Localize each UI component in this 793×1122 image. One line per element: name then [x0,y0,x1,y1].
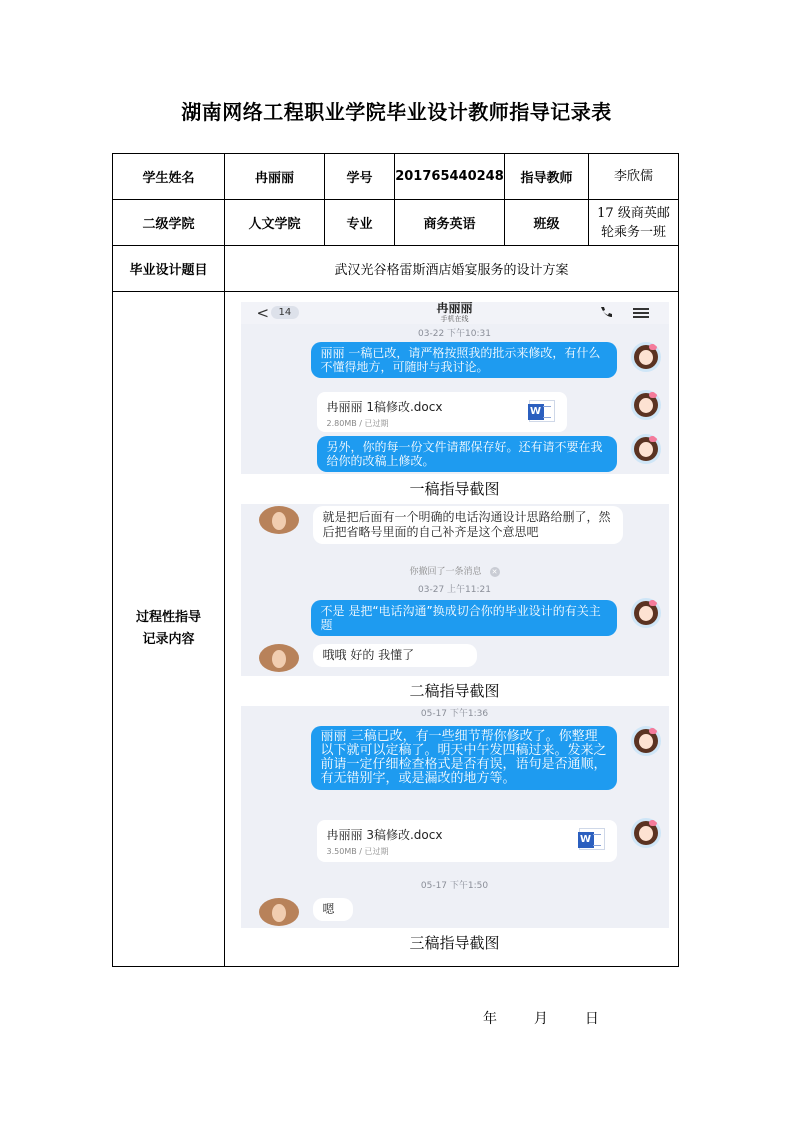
chat-header [241,302,669,324]
screenshot-caption: 二稿指导截图 [409,682,500,700]
avatar-teacher-icon [259,898,299,926]
screenshot-draft-1 [241,302,669,474]
date-line [483,1008,599,1028]
day-label: 日 [584,1011,599,1027]
chat-timestamp: 05-17 下午1:36 [420,709,489,719]
student-name-label: 学生姓名 [113,154,225,200]
recall-notice: 你撤回了一条消息 ✕ [241,564,669,577]
file-attachment[interactable] [317,820,617,862]
student-id-label: 学号 [325,154,395,200]
avatar-girl-icon [631,598,661,628]
screenshot-caption: 一稿指导截图 [409,480,500,498]
message-bubble: 丽丽 一稿已改，请严格按照我的批示来修改，有什么不懂得地方，可随时与我讨论。 [311,342,617,378]
class-value: 17 级商英邮轮乘务一班 [589,200,679,246]
advisor-value: 李欣儒 [589,154,679,200]
screenshot-caption: 三稿指导截图 [409,934,500,952]
contact-name: 冉丽丽 [436,302,473,315]
avatar-teacher-icon [259,644,299,672]
word-file-icon: W [579,828,605,850]
message-bubble: 嗯 [313,898,353,921]
avatar-girl-icon [631,390,661,420]
student-id-value: 201765440248 [395,154,505,200]
message-bubble: 就是把后面有一个明确的电话沟通设计思路给删了，然后把省略号里面的自己补齐是这个意思吧 [313,506,623,544]
back-arrow-icon[interactable]: < [256,304,270,322]
student-name-value: 冉丽丽 [225,154,325,200]
document-title: 湖南网络工程职业学院毕业设计教师指导记录表 [181,100,612,124]
college-value: 人文学院 [225,200,325,246]
avatar-girl-icon [631,818,661,848]
avatar-girl-icon [631,434,661,464]
year-label: 年 [483,1011,497,1027]
contact-status: 手机在线 [440,315,469,323]
process-record-label: 过程性指导记录内容 [113,292,225,967]
file-name: 冉丽丽 3稿修改.docx [326,828,443,842]
file-meta: 2.80MB / 已过期 [326,419,389,428]
phone-icon[interactable] [599,306,613,318]
unread-badge: 14 [271,306,300,319]
chat-timestamp: 03-22 下午10:31 [418,329,491,339]
advisor-label: 指导教师 [505,154,589,200]
menu-icon[interactable] [633,308,649,318]
avatar-girl-icon [631,726,661,756]
chat-timestamp: 05-17 下午1:50 [420,881,489,891]
file-attachment[interactable] [317,392,567,432]
avatar-girl-icon [631,342,661,372]
major-label: 专业 [325,200,395,246]
message-bubble: 哦哦 好的 我懂了 [313,644,477,667]
month-label: 月 [533,1011,548,1027]
screenshot-draft-2 [241,504,669,676]
avatar-teacher-icon [259,506,299,534]
file-meta: 3.50MB / 已过期 [326,847,389,856]
word-file-icon: W [529,400,555,422]
message-bubble: 不是 是把“电话沟通”换成切合你的毕业设计的有关主题 [311,600,617,636]
file-name: 冉丽丽 1稿修改.docx [326,400,443,414]
topic-value: 武汉光谷格雷斯酒店婚宴服务的设计方案 [225,246,679,292]
screenshot-draft-3 [241,706,669,928]
message-bubble: 另外，你的每一份文件请都保存好。还有请不要在我给你的改稿上修改。 [317,436,617,472]
major-value: 商务英语 [395,200,505,246]
message-bubble: 丽丽 三稿已改，有一些细节帮你修改了。你整理以下就可以定稿了。明天中午发四稿过来。发来之前请一定仔细检查格式是否有误，语句是否通顺，有无错别字，或是漏改的地方等。 [311,726,617,790]
topic-label: 毕业设计题目 [113,246,225,292]
screenshots-cell [225,292,679,967]
record-table [112,153,679,967]
chat-timestamp: 03-27 上午11:21 [418,585,491,595]
close-icon[interactable]: ✕ [490,567,500,577]
class-label: 班级 [505,200,589,246]
college-label: 二级学院 [113,200,225,246]
